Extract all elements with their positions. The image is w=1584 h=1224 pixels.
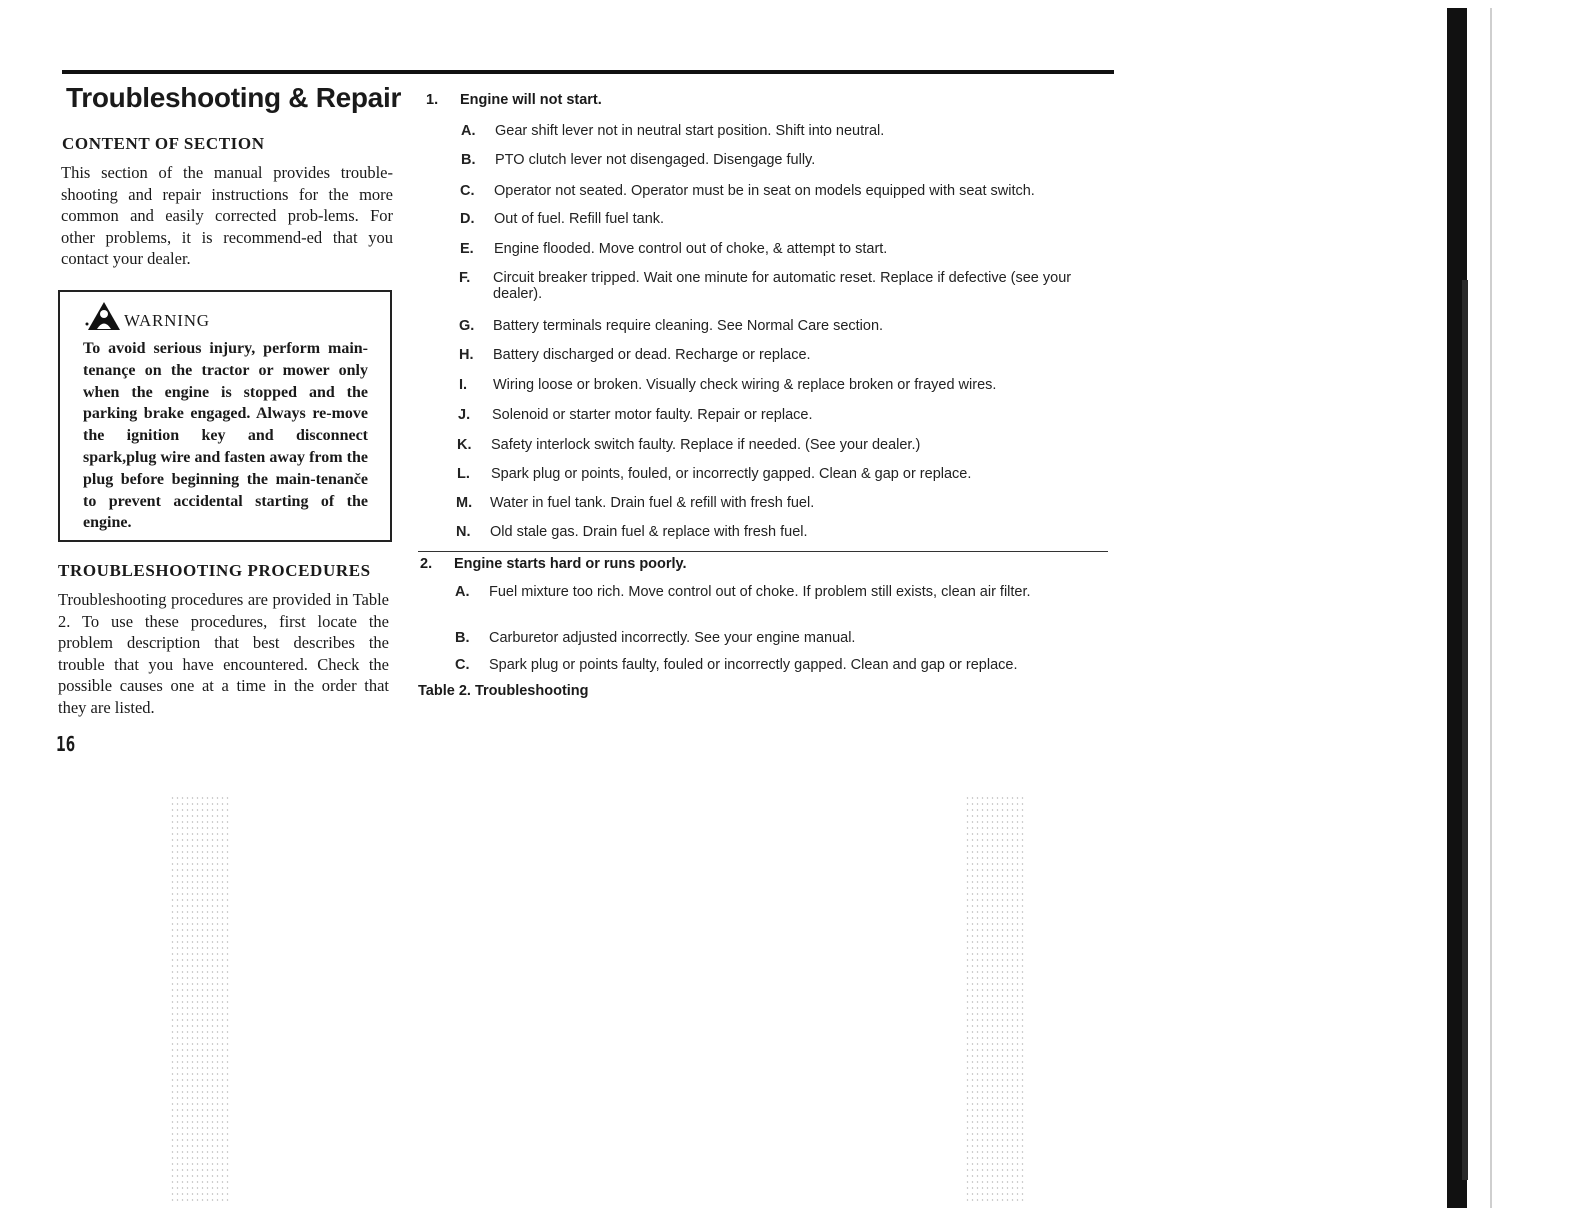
cause-letter: I. xyxy=(459,377,468,393)
problem-title: Engine starts hard or runs poorly. xyxy=(454,556,687,572)
cause-letter: B. xyxy=(455,630,470,646)
warning-header xyxy=(82,300,210,332)
cause-item xyxy=(461,152,1115,168)
cause-text: Out of fuel. Refill fuel tank. xyxy=(494,211,665,227)
cause-letter: J. xyxy=(458,407,471,423)
cause-item xyxy=(456,495,1110,511)
cause-item xyxy=(459,318,1113,334)
problem-2 xyxy=(420,556,687,572)
cause-text: Safety interlock switch faulty. Replace if needed. (See your dealer.) xyxy=(491,437,921,453)
cause-letter: A. xyxy=(455,584,470,600)
cause-letter: B. xyxy=(461,152,476,168)
content-paragraph: This section of the manual provides trouble-shooting and repair instructions for the more common and easily corrected prob-lems. For other problems, it is recommend-ed that you contact your dealer. xyxy=(61,163,393,268)
cause-letter: L. xyxy=(457,466,470,482)
warning-label: WARNING xyxy=(124,311,210,330)
problem-divider xyxy=(418,551,1108,552)
cause-letter: N. xyxy=(456,524,471,540)
cause-item xyxy=(460,183,1134,199)
cause-item xyxy=(458,407,1112,423)
procedures-heading: TROUBLESHOOTING PROCEDURES xyxy=(58,561,371,580)
cause-letter: G. xyxy=(459,318,475,334)
cause-letter: H. xyxy=(459,347,474,363)
cause-letter: C. xyxy=(460,183,475,199)
cause-text: PTO clutch lever not disengaged. Disengage fully. xyxy=(495,152,816,168)
cause-text: Circuit breaker tripped. Wait one minute for automatic reset. Replace if defective (see your dealer). xyxy=(493,270,1072,302)
scan-speckle xyxy=(965,795,1025,1205)
cause-item xyxy=(459,270,1113,302)
cause-text: Wiring loose or broken. Visually check wiring & replace broken or frayed wires. xyxy=(493,377,997,393)
cause-text: Spark plug or points faulty, fouled or incorrectly gapped. Clean and gap or replace. xyxy=(489,657,1018,673)
problem-1 xyxy=(426,92,602,108)
scan-speckle xyxy=(170,795,230,1205)
cause-letter: F. xyxy=(459,270,471,286)
cause-text: Battery discharged or dead. Recharge or replace. xyxy=(493,347,811,363)
cause-text: Battery terminals require cleaning. See Normal Care section. xyxy=(493,318,884,334)
cause-text: Carburetor adjusted incorrectly. See your engine manual. xyxy=(489,630,856,646)
cause-text: Solenoid or starter motor faulty. Repair or replace. xyxy=(492,407,813,423)
problem-number: 1. xyxy=(426,92,439,108)
cause-letter: M. xyxy=(456,495,473,511)
cause-letter: K. xyxy=(457,437,472,453)
table-caption: Table 2. Troubleshooting xyxy=(418,683,589,699)
section-title: Troubleshooting & Repair xyxy=(66,82,402,113)
cause-text: Old stale gas. Drain fuel & replace with fresh fuel. xyxy=(490,524,808,540)
cause-item xyxy=(459,377,1113,393)
cause-text: Gear shift lever not in neutral start position. Shift into neutral. xyxy=(495,123,885,139)
cause-item xyxy=(456,524,1110,540)
procedures-paragraph: Troubleshooting procedures are provided in Table 2. To use these procedures, first locate the problem description that best describes the trouble that you have encountered. Check the possible causes one at a time in the order that they are listed. xyxy=(58,590,389,717)
warning-triangle-icon xyxy=(82,300,122,332)
cause-text: Engine flooded. Move control out of choke, & attempt to start. xyxy=(494,241,888,257)
cause-item xyxy=(457,437,1111,453)
page-number: 16 xyxy=(56,732,76,756)
scan-edge-line xyxy=(1490,8,1492,1208)
cause-item xyxy=(460,241,1114,257)
problem-number: 2. xyxy=(420,556,433,572)
cause-item xyxy=(455,630,1109,646)
cause-item xyxy=(455,584,1109,600)
cause-text: Water in fuel tank. Drain fuel & refill with fresh fuel. xyxy=(490,495,815,511)
cause-letter: D. xyxy=(460,211,475,227)
scan-edge-shadow xyxy=(1462,280,1468,1180)
top-rule xyxy=(62,70,1114,74)
problem-title: Engine will not start. xyxy=(460,92,602,108)
cause-item xyxy=(461,123,1115,139)
cause-item xyxy=(459,347,1113,363)
content-heading: CONTENT OF SECTION xyxy=(62,134,265,153)
warning-text: To avoid serious injury, perform main-tenançe on the tractor or mower only when the engine is stopped and the parking brake engaged. Always re-move the ignition key and disconnect spark,plug wire and fasten away from the plug before beginning the main-tenanče to prevent accidental starting of the engine. xyxy=(83,340,368,532)
cause-item xyxy=(455,657,1129,673)
cause-letter: C. xyxy=(455,657,470,673)
cause-letter: E. xyxy=(460,241,474,257)
cause-text: Spark plug or points, fouled, or incorrectly gapped. Clean & gap or replace. xyxy=(491,466,972,482)
cause-text: Operator not seated. Operator must be in seat on models equipped with seat switch. xyxy=(494,183,1035,199)
cause-letter: A. xyxy=(461,123,476,139)
cause-item xyxy=(457,466,1111,482)
cause-item xyxy=(460,211,1114,227)
cause-text: Fuel mixture too rich. Move control out of choke. If problem still exists, clean air filter. xyxy=(489,584,1031,600)
